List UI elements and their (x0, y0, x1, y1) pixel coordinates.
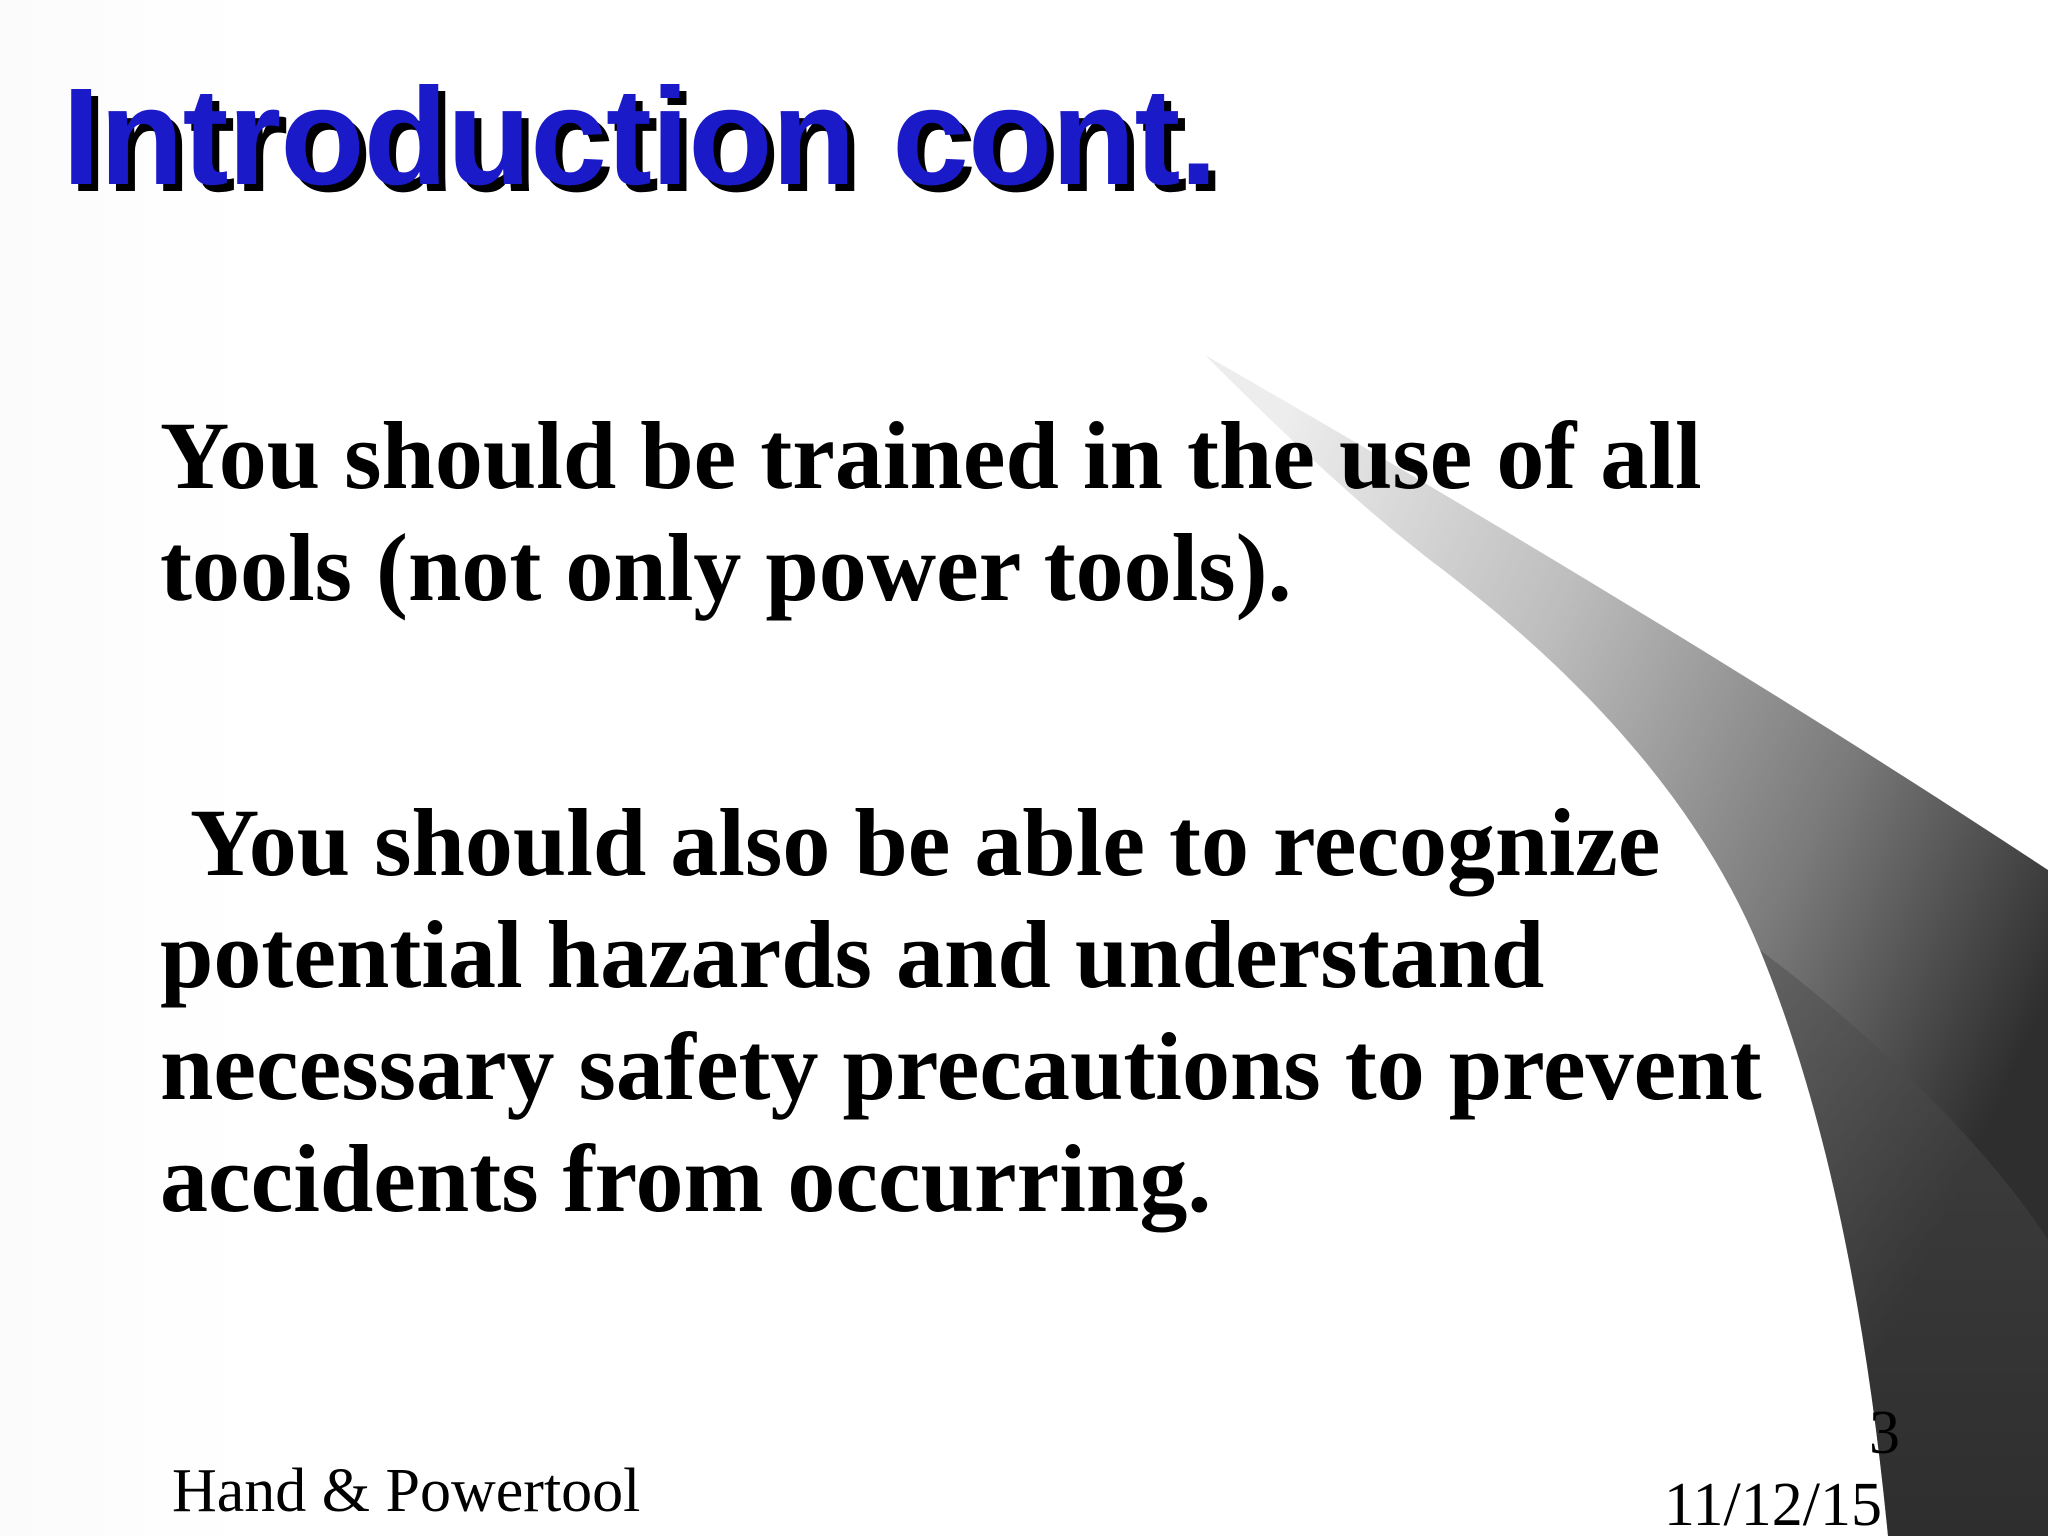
paragraph-2-line-1: You should also be able to recognize (190, 789, 1661, 896)
footer-date: 11/12/15 (1663, 1471, 1882, 1536)
paragraph-1-line-2: tools (not only power tools). (160, 514, 1292, 621)
paragraph-2-line-2: potential hazards and understand (160, 901, 1545, 1008)
paragraph-2-line-4: accidents from occurring. (160, 1125, 1212, 1232)
slide-title: Introduction cont. (62, 60, 1217, 214)
body-paragraph-2 (160, 787, 1762, 1235)
paragraph-1-line-1: You should be trained in the use of all (160, 402, 1702, 509)
body-paragraph-1 (160, 400, 1702, 624)
footer-presentation-title: Hand & Powertool (172, 1457, 641, 1525)
paragraph-2-line-3: necessary safety precautions to prevent (160, 1013, 1762, 1120)
slide-number: 3 (1869, 1399, 1900, 1467)
